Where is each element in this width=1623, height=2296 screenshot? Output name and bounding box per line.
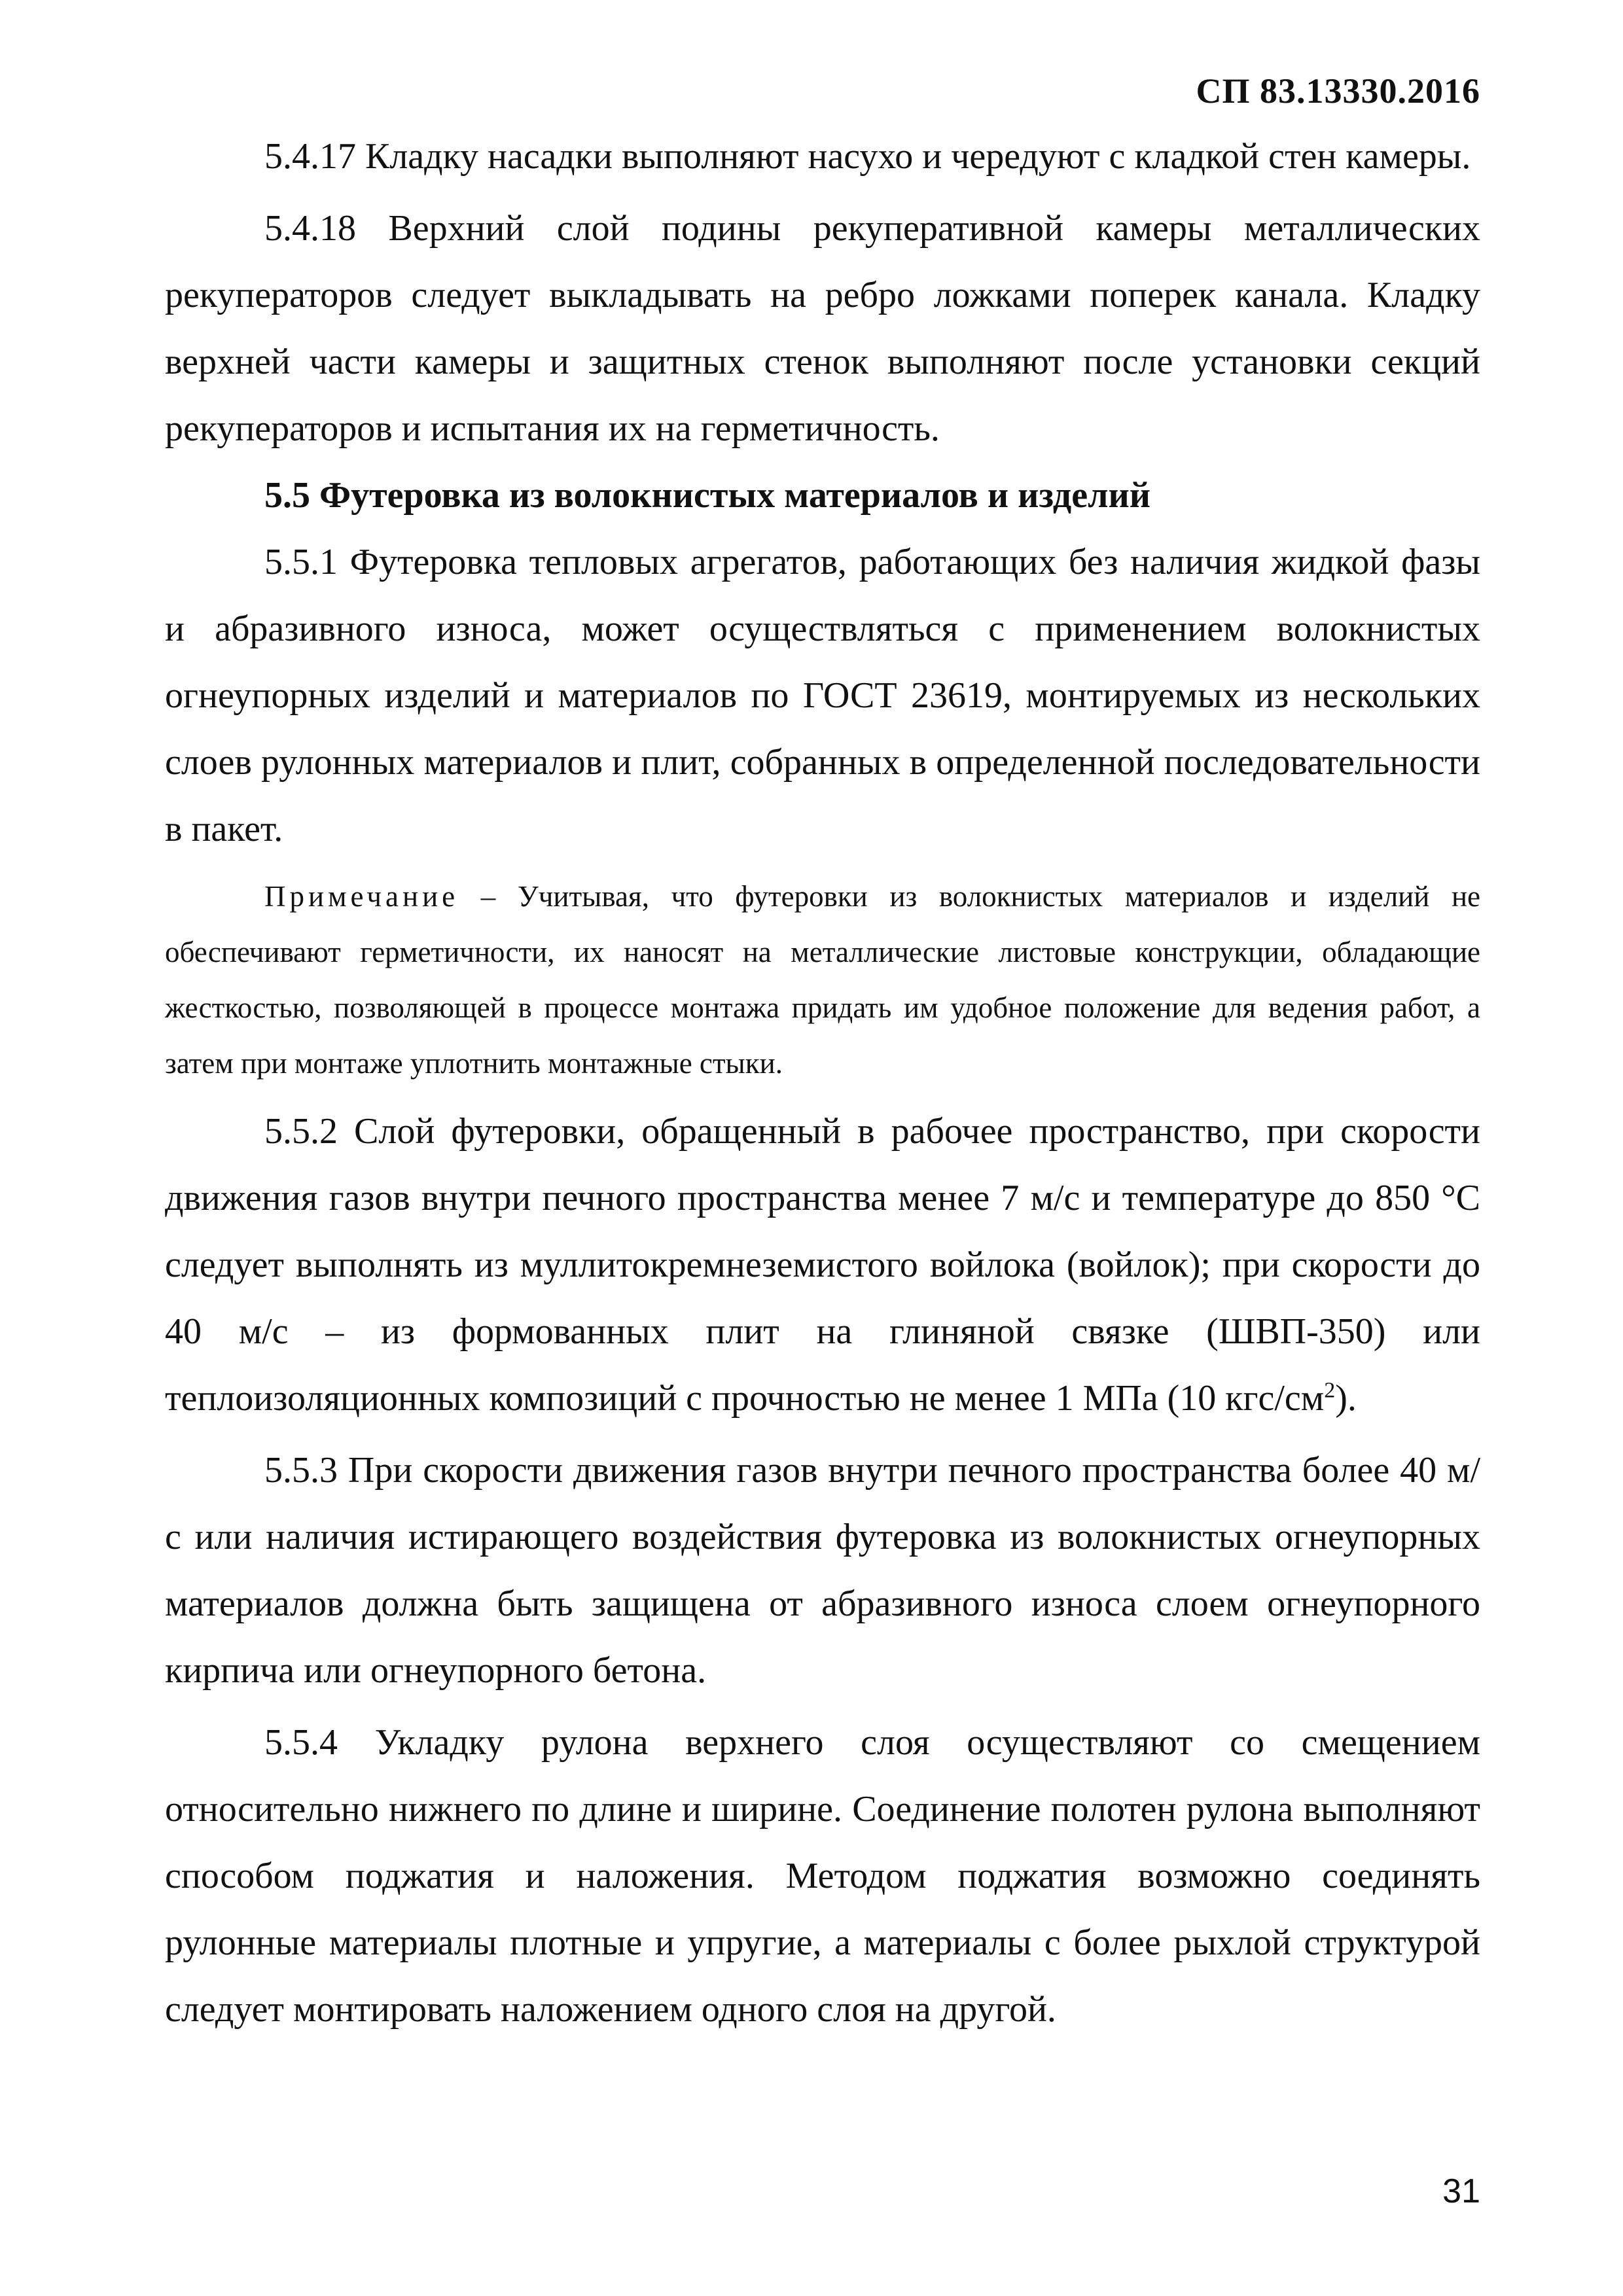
paragraph-5-5-1: 5.5.1 Футеровка тепловых агрегатов, работающих без наличия жидкой фазы и абразивного износа, может осуществляться с применением волокнистых огнеупорных изделий и материалов по ГОСТ 23619, монтируемых из нескольких слоев рулонных материалов и плит, собранных в определенной последовательности в пакет. <box>165 542 1480 849</box>
note-block <box>165 869 1480 1091</box>
note-text: – Учитывая, что футеровки из волокнистых материалов и изделий не обеспечивают герметичности, их наносят на металлические листовые конструкции, обладающие жесткостью, позволяющей в процессе монтажа придать им удобное положение для ведения работ, а затем при монтаже уплотнить монтажные стыки. <box>165 880 1480 1080</box>
page-body <box>165 123 1480 2043</box>
paragraph-5-5-2 <box>165 1098 1480 1432</box>
paragraph-5-5-3: 5.5.3 При скорости движения газов внутри печного пространства более 40 м/с или наличия истирающего воздействия футеровка из волокнистых огнеупорных материалов должна быть защищена от абразивного износа слоем огнеупорного кирпича или огнеупорного бетона. <box>165 1450 1480 1691</box>
paragraph-5-4-18: 5.4.18 Верхний слой подины рекуперативной камеры металлических рекуператоров следует выкладывать на ребро ложками поперек канала. Кладку верхней части камеры и защитных стенок выполняют после установки секций рекуператоров и испытания их на герметичность. <box>165 208 1480 449</box>
paragraph-5-4-17: 5.4.17 Кладку насадки выполняют насухо и чередуют с кладкой стен камеры. <box>264 136 1471 177</box>
paragraph-5-5-2-text: 5.5.2 Слой футеровки, обращенный в рабочее пространство, при скорости движения газов внутри печного пространства менее 7 м/с и температуре до 850 °С следует выполнять из муллитокремнеземистого войлока (войлок); при скорости до 40 м/с – из формованных плит на глиняной связке (ШВП-350) или теплоизоляционных композиций с прочностью не менее 1 МПа (10 кгс/см <box>165 1111 1480 1419</box>
paragraph-5-5-4: 5.5.4 Укладку рулона верхнего слоя осуществляют со смещением относительно нижнего по длине и ширине. Соединение полотен рулона выполняют способом поджатия и наложения. Методом поджатия возможно соединять рулонные материалы плотные и упругие, а материалы с более рыхлой структурой следует монтировать наложением одного слоя на другой. <box>165 1722 1480 2030</box>
superscript-2: 2 <box>1324 1378 1336 1403</box>
paragraph-5-5-2-end: ). <box>1335 1378 1357 1419</box>
note-label: Примечание <box>264 880 459 913</box>
page-number: 31 <box>1442 2172 1480 2210</box>
section-heading-5-5: 5.5 Футеровка из волокнистых материалов и изделий <box>264 475 1151 516</box>
document-code: СП 83.13330.2016 <box>1196 71 1480 111</box>
